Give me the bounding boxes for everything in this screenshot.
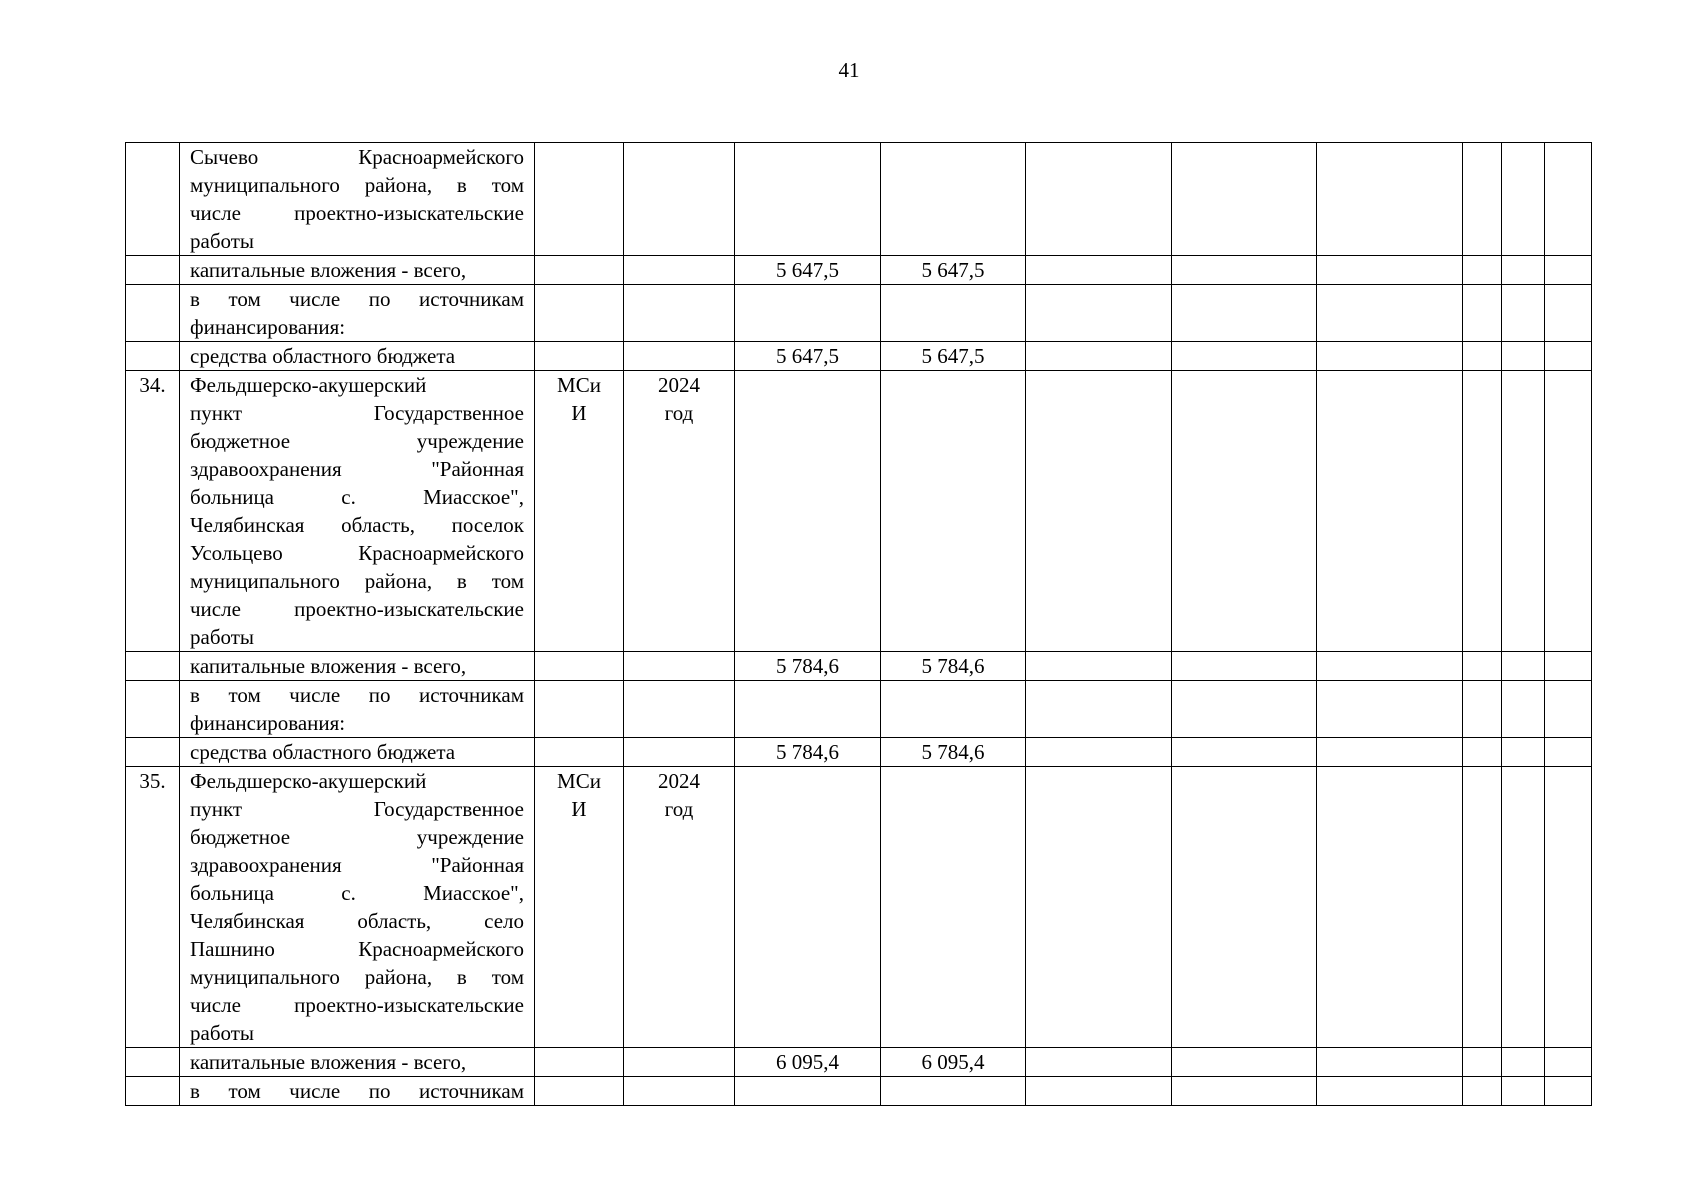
empty-cell xyxy=(1172,256,1317,285)
object-name-line: здравоохранения "Районная xyxy=(190,457,524,481)
empty-cell xyxy=(126,652,180,681)
line-label: капитальные вложения - всего, xyxy=(180,256,535,285)
line-label: средства областного бюджета xyxy=(180,342,535,371)
empty-cell xyxy=(1026,1077,1172,1106)
empty-cell xyxy=(1545,342,1592,371)
empty-cell xyxy=(624,1048,735,1077)
object-name xyxy=(180,371,535,652)
table-row xyxy=(126,256,1592,285)
empty-cell xyxy=(1172,143,1317,256)
empty-cell xyxy=(1463,767,1502,1048)
empty-cell xyxy=(881,371,1026,652)
empty-cell xyxy=(535,652,624,681)
empty-cell xyxy=(1502,1048,1545,1077)
empty-cell xyxy=(126,1048,180,1077)
empty-cell xyxy=(624,1077,735,1106)
value-total: 5 647,5 xyxy=(735,342,881,371)
empty-cell xyxy=(535,738,624,767)
empty-cell xyxy=(535,1048,624,1077)
value-2024: 5 647,5 xyxy=(881,256,1026,285)
empty-cell xyxy=(735,143,881,256)
object-name-line: числе проектно-изыскательские xyxy=(190,597,524,621)
empty-cell xyxy=(1172,342,1317,371)
empty-cell xyxy=(126,738,180,767)
responsible-org xyxy=(535,371,624,652)
object-name-line: Пашнино Красноармейского xyxy=(190,937,524,961)
object-name-line: Челябинская область, село xyxy=(190,909,524,933)
empty-cell xyxy=(1317,1077,1463,1106)
empty-cell xyxy=(1502,143,1545,256)
empty-cell xyxy=(1317,371,1463,652)
row-number xyxy=(126,143,180,256)
empty-cell xyxy=(1317,681,1463,738)
object-name-line: муниципального района, в том xyxy=(190,569,524,593)
empty-cell xyxy=(1463,1048,1502,1077)
empty-cell xyxy=(126,681,180,738)
object-name-line: пункт Государственное xyxy=(190,401,524,425)
empty-cell xyxy=(1463,342,1502,371)
empty-cell xyxy=(881,143,1026,256)
empty-cell xyxy=(1545,371,1592,652)
empty-cell xyxy=(1172,371,1317,652)
line-label xyxy=(180,681,535,738)
empty-cell xyxy=(1317,285,1463,342)
line-label-line: в том числе по источникам xyxy=(190,683,524,707)
empty-cell xyxy=(1172,652,1317,681)
period xyxy=(624,767,735,1048)
empty-cell xyxy=(535,681,624,738)
object-name-line: Усольцево Красноармейского xyxy=(190,541,524,565)
empty-cell xyxy=(1463,681,1502,738)
table-row xyxy=(126,1048,1592,1077)
empty-cell xyxy=(1502,1077,1545,1106)
empty-cell xyxy=(1026,738,1172,767)
empty-cell xyxy=(126,256,180,285)
object-name-line: Сычево Красноармейского xyxy=(190,145,524,169)
period-line: 2024 xyxy=(658,769,700,793)
empty-cell xyxy=(1317,143,1463,256)
table-row xyxy=(126,681,1592,738)
table-row xyxy=(126,371,1592,652)
value-2024: 5 647,5 xyxy=(881,342,1026,371)
object-name-line: Челябинская область, поселок xyxy=(190,513,524,537)
line-label-line: финансирования: xyxy=(190,711,346,735)
empty-cell xyxy=(535,285,624,342)
object-name-line: числе проектно-изыскательские xyxy=(190,201,524,225)
empty-cell xyxy=(1545,256,1592,285)
empty-cell xyxy=(735,767,881,1048)
empty-cell xyxy=(1502,256,1545,285)
responsible-org-line: МСи xyxy=(557,373,601,397)
object-name xyxy=(180,767,535,1048)
line-label: капитальные вложения - всего, xyxy=(180,652,535,681)
object-name-line: бюджетное учреждение xyxy=(190,825,524,849)
object-name-line: бюджетное учреждение xyxy=(190,429,524,453)
empty-cell xyxy=(126,285,180,342)
empty-cell xyxy=(624,652,735,681)
period-line: год xyxy=(664,797,694,821)
empty-cell xyxy=(1317,652,1463,681)
empty-cell xyxy=(624,342,735,371)
period-line: год xyxy=(664,401,694,425)
empty-cell xyxy=(1026,371,1172,652)
empty-cell xyxy=(735,681,881,738)
empty-cell xyxy=(1026,143,1172,256)
empty-cell xyxy=(1463,738,1502,767)
empty-cell xyxy=(624,256,735,285)
empty-cell xyxy=(126,1077,180,1106)
table-row xyxy=(126,652,1592,681)
line-label xyxy=(180,285,535,342)
object-name xyxy=(180,143,535,256)
value-total: 5 647,5 xyxy=(735,256,881,285)
responsible-org-line: МСи xyxy=(557,769,601,793)
object-name-line: больница с. Миасское", xyxy=(190,881,524,905)
empty-cell xyxy=(881,285,1026,342)
investment-table xyxy=(125,142,1592,1106)
empty-cell xyxy=(1545,143,1592,256)
row-number: 34. xyxy=(126,371,180,652)
empty-cell xyxy=(735,371,881,652)
empty-cell xyxy=(1026,1048,1172,1077)
object-name-line: Фельдшерско-акушерский xyxy=(190,373,427,397)
empty-cell xyxy=(1317,256,1463,285)
empty-cell xyxy=(881,767,1026,1048)
empty-cell xyxy=(1545,738,1592,767)
empty-cell xyxy=(535,143,624,256)
empty-cell xyxy=(881,1077,1026,1106)
empty-cell xyxy=(1172,1048,1317,1077)
table-row xyxy=(126,285,1592,342)
empty-cell xyxy=(1463,1077,1502,1106)
empty-cell xyxy=(1502,371,1545,652)
line-label xyxy=(180,1077,535,1106)
empty-cell xyxy=(1026,342,1172,371)
empty-cell xyxy=(1026,652,1172,681)
empty-cell xyxy=(1172,681,1317,738)
period-line: 2024 xyxy=(658,373,700,397)
empty-cell xyxy=(1545,681,1592,738)
empty-cell xyxy=(1545,652,1592,681)
object-name-line: больница с. Миасское", xyxy=(190,485,524,509)
value-2024: 5 784,6 xyxy=(881,738,1026,767)
value-total: 5 784,6 xyxy=(735,652,881,681)
object-name-line: работы xyxy=(190,1021,255,1045)
empty-cell xyxy=(1502,652,1545,681)
empty-cell xyxy=(624,143,735,256)
empty-cell xyxy=(1545,285,1592,342)
table-row xyxy=(126,738,1592,767)
empty-cell xyxy=(1026,681,1172,738)
empty-cell xyxy=(1172,738,1317,767)
responsible-org xyxy=(535,767,624,1048)
empty-cell xyxy=(624,285,735,342)
line-label-line: финансирования: xyxy=(190,315,346,339)
empty-cell xyxy=(535,256,624,285)
value-2024: 5 784,6 xyxy=(881,652,1026,681)
empty-cell xyxy=(1545,1048,1592,1077)
table-row xyxy=(126,143,1592,256)
empty-cell xyxy=(1502,342,1545,371)
empty-cell xyxy=(624,681,735,738)
responsible-org-line: И xyxy=(571,797,587,821)
value-total: 6 095,4 xyxy=(735,1048,881,1077)
empty-cell xyxy=(1317,738,1463,767)
object-name-line: работы xyxy=(190,625,255,649)
line-label: средства областного бюджета xyxy=(180,738,535,767)
line-label: капитальные вложения - всего, xyxy=(180,1048,535,1077)
empty-cell xyxy=(624,738,735,767)
empty-cell xyxy=(1502,681,1545,738)
empty-cell xyxy=(1502,767,1545,1048)
empty-cell xyxy=(1463,143,1502,256)
empty-cell xyxy=(1172,1077,1317,1106)
line-label-line: в том числе по источникам xyxy=(190,287,524,311)
empty-cell xyxy=(1463,285,1502,342)
empty-cell xyxy=(535,1077,624,1106)
value-2024: 6 095,4 xyxy=(881,1048,1026,1077)
empty-cell xyxy=(1026,767,1172,1048)
object-name-line: муниципального района, в том xyxy=(190,965,524,989)
empty-cell xyxy=(1545,1077,1592,1106)
object-name-line: работы xyxy=(190,229,255,253)
empty-cell xyxy=(1463,652,1502,681)
period xyxy=(624,371,735,652)
value-total: 5 784,6 xyxy=(735,738,881,767)
empty-cell xyxy=(1172,285,1317,342)
empty-cell xyxy=(735,1077,881,1106)
empty-cell xyxy=(1026,285,1172,342)
page-number: 41 xyxy=(838,58,860,82)
object-name-line: пункт Государственное xyxy=(190,797,524,821)
empty-cell xyxy=(1172,767,1317,1048)
empty-cell xyxy=(881,681,1026,738)
empty-cell xyxy=(535,342,624,371)
empty-cell xyxy=(126,342,180,371)
object-name-line: Фельдшерско-акушерский xyxy=(190,769,427,793)
table-row xyxy=(126,767,1592,1048)
line-label-text: в том числе по источникам xyxy=(190,1079,524,1103)
object-name-line: здравоохранения "Районная xyxy=(190,853,524,877)
empty-cell xyxy=(1317,1048,1463,1077)
object-name-line: муниципального района, в том xyxy=(190,173,524,197)
table-row xyxy=(126,1077,1592,1106)
empty-cell xyxy=(1463,371,1502,652)
empty-cell xyxy=(1463,256,1502,285)
empty-cell xyxy=(735,285,881,342)
empty-cell xyxy=(1502,738,1545,767)
object-name-line: числе проектно-изыскательские xyxy=(190,993,524,1017)
row-number: 35. xyxy=(126,767,180,1048)
empty-cell xyxy=(1317,342,1463,371)
empty-cell xyxy=(1545,767,1592,1048)
empty-cell xyxy=(1317,767,1463,1048)
empty-cell xyxy=(1026,256,1172,285)
table-row xyxy=(126,342,1592,371)
empty-cell xyxy=(1502,285,1545,342)
responsible-org-line: И xyxy=(571,401,587,425)
